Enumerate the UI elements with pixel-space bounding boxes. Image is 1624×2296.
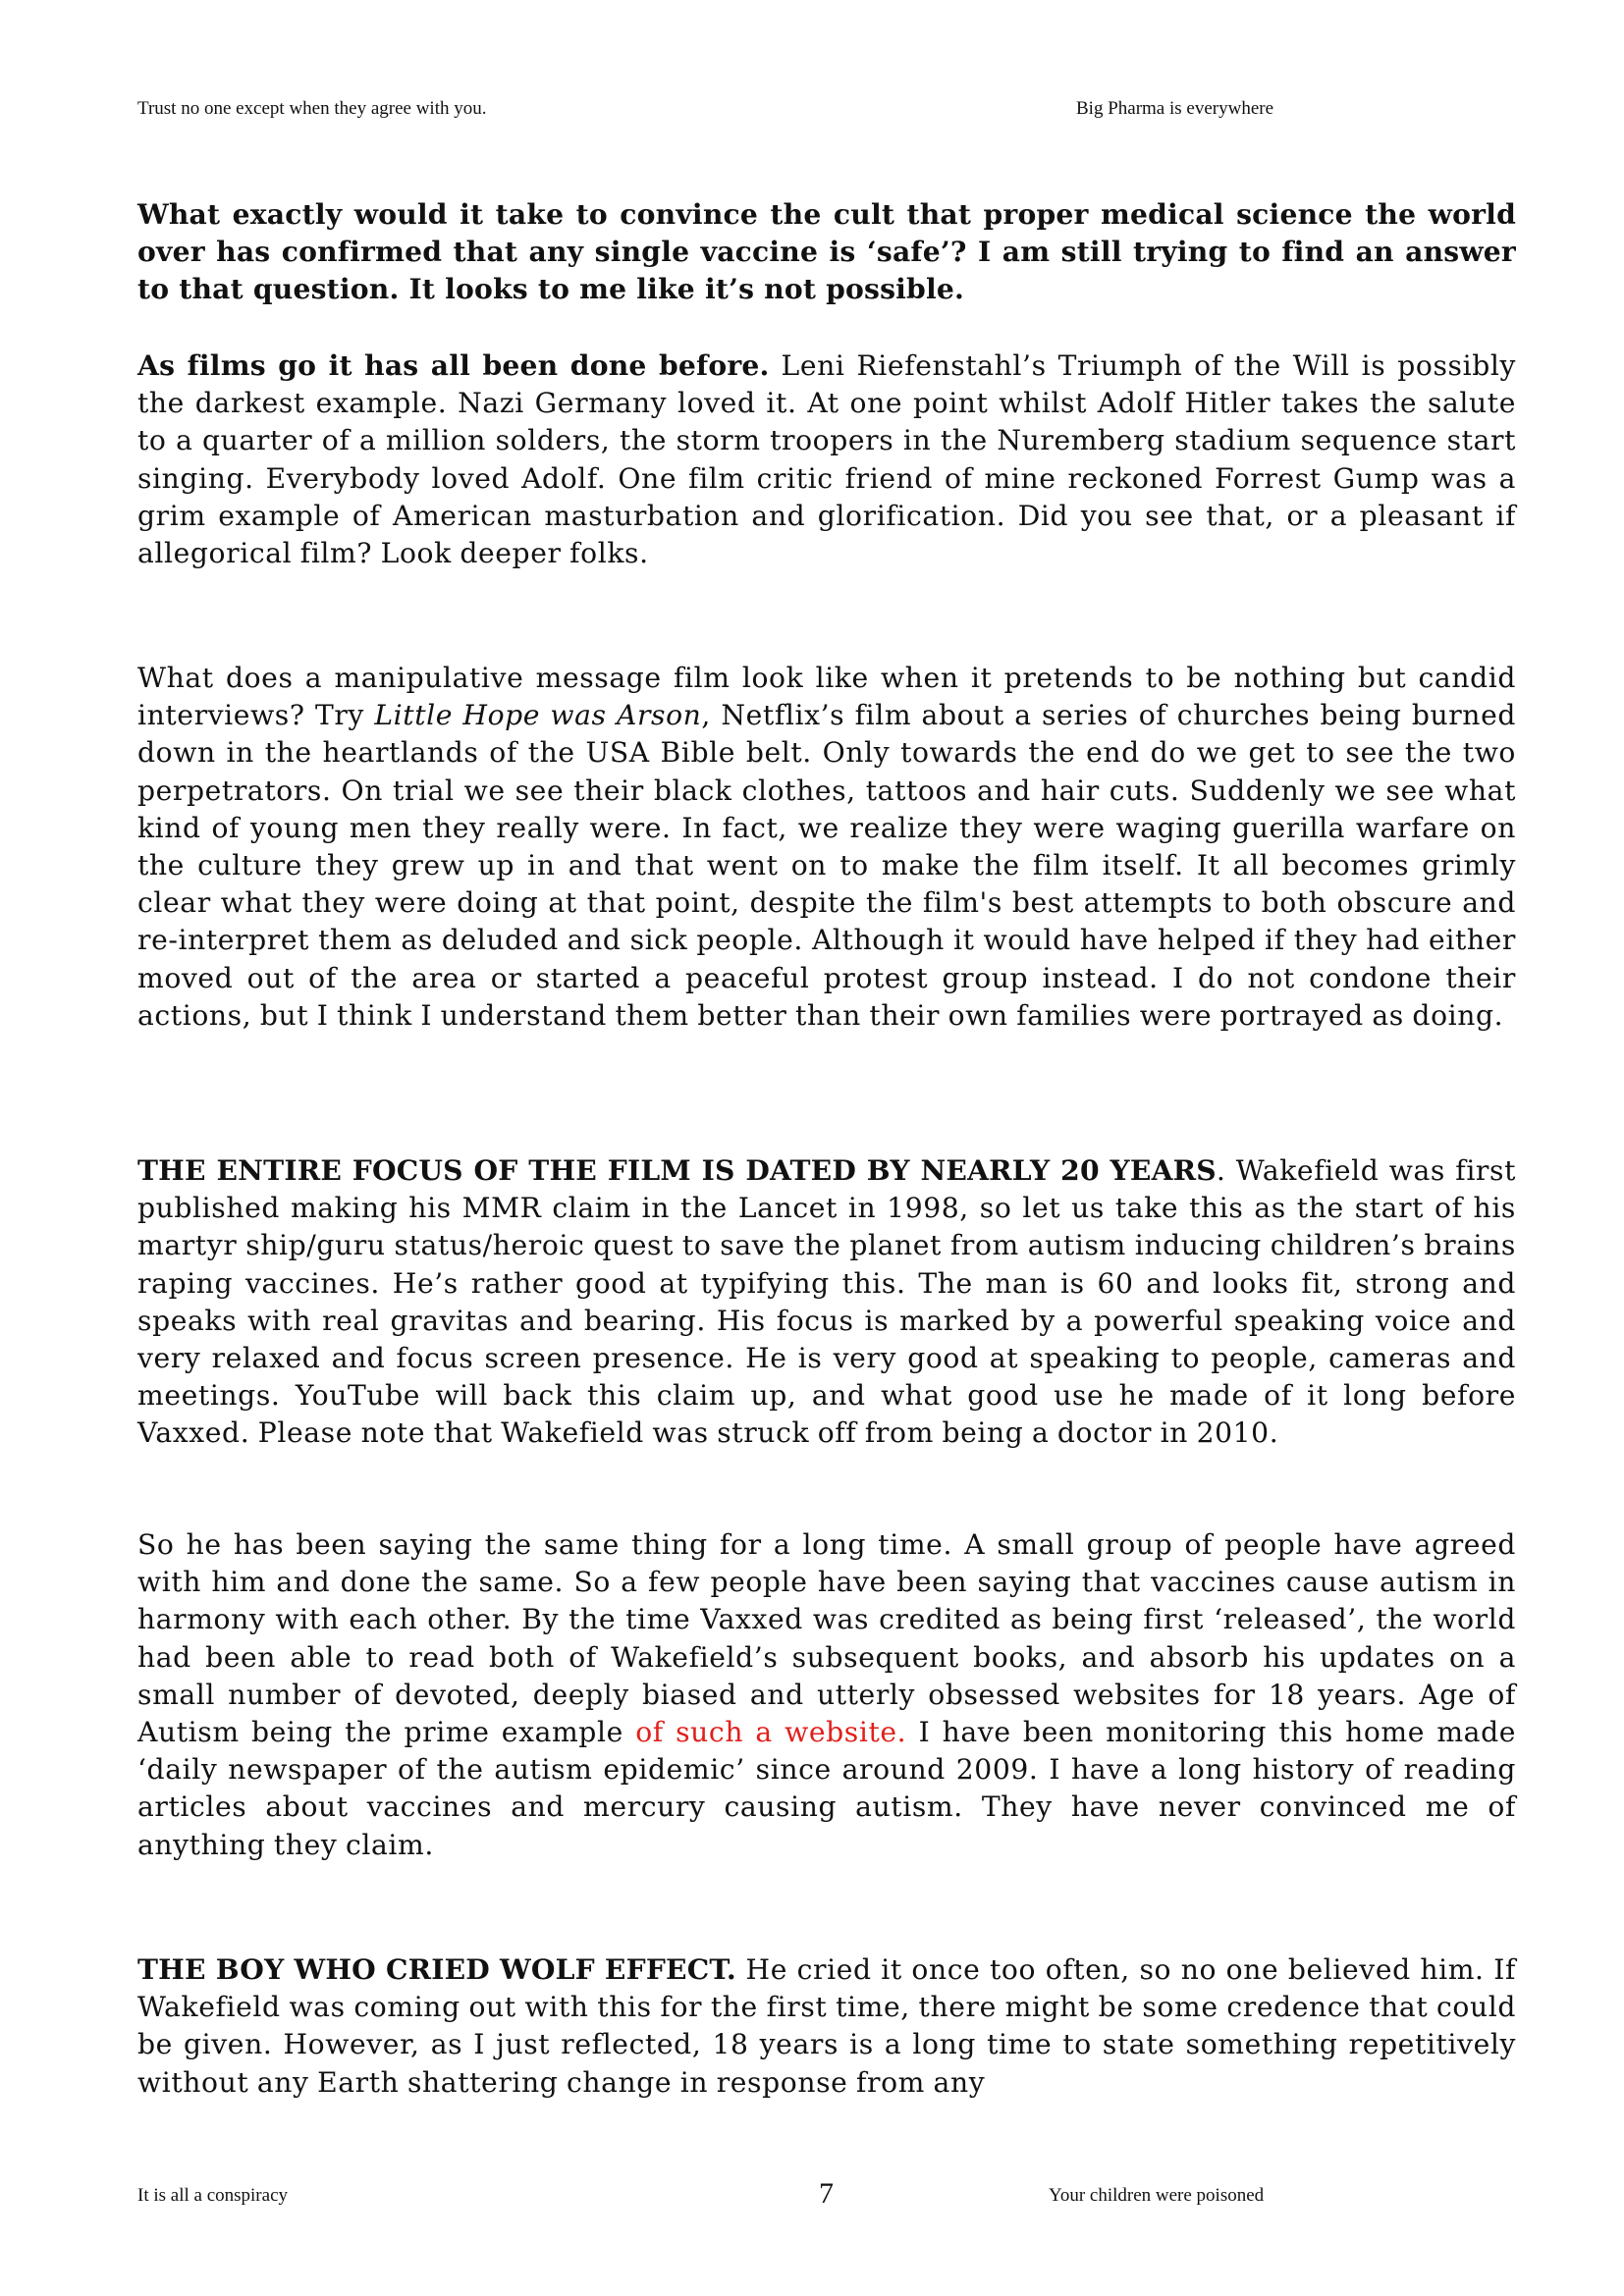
paragraph-text: So he has been saying the same thing for a long time. A small group of people have agreed with him and done the same. So a few people have been saying that vaccines cause autism in harmony with each other. By the time Vaxxed was credited as being first ‘released’, the world had been able to read both of Wakefield’s subsequent books, and absorb his updates on a small number of devoted, deeply biased and utterly obsessed websites for 18 years. Age of Autism being the prime example [137,1528,1516,1749]
paragraph-lead: THE ENTIRE FOCUS OF THE FILM IS DATED BY NEARLY 20 YEARS [137,1154,1217,1187]
paragraph-boy-cried-wolf [137,1951,1516,2102]
paragraph-text: What does a manipulative message film look like when it pretends to be nothing but candid interviews? Try [137,662,1516,732]
paragraph-films-done-before [137,347,1516,572]
intro-question: What exactly would it take to convince the cult that proper medical science the world over has confirmed that any single vaccine is ‘safe’? I am still trying to find an answer to that question. It looks to me like it’s not possible. [137,198,1516,306]
footer-right: Your children were poisoned [1049,2185,1265,2206]
paragraph-lead: As films go it has all been done before. [137,349,770,382]
paragraph-text: Leni Riefenstahl’s Triumph of the Will is possibly the darkest example. Nazi Germany loved it. At one point whilst Adolf Hitler takes the salute to a quarter of a million solders, the storm troopers in the Nuremberg stadium sequence start singing. Everybody loved Adolf. One film critic friend of mine reckoned Forrest Gump was a grim example of American masturbation and glorification. Did you see that, or a pleasant if allegorical film? Look deeper folks. [137,349,1516,570]
film-title: Little Hope was Arson [374,699,702,732]
website-link[interactable]: of such a website. [635,1716,907,1749]
paragraph-dated-focus [137,1152,1516,1453]
footer-left: It is all a conspiracy [137,2185,289,2206]
paragraph-little-hope [137,660,1516,1035]
paragraph-text: He cried it once too often, so no one believed him. If Wakefield was coming out with this for the first time, there might be some credence that could be given. However, as I just reflected, 18 years is a long time to state something repetitively without any Earth shattering change in response from any [137,1953,1517,2099]
paragraph-text: I have been monitoring this home made ‘daily newspaper of the autism epidemic’ since around 2009. I have a long history of reading articles about vaccines and mercury causing autism. They have never convinced me of anything they claim. [137,1716,1517,1861]
page-number: 7 [819,2177,834,2210]
paragraph-text: . Wakefield was first published making his MMR claim in the Lancet in 1998, so let us take this as the start of his martyr ship/guru status/heroic quest to save the planet from autism inducing children’s brains raping vaccines. He’s rather good at typifying this. The man is 60 and looks fit, strong and speaks with real gravitas and bearing. His focus is marked by a powerful speaking voice and very relaxed and focus screen presence. He is very good at speaking to people, cameras and meetings. YouTube will back this claim up, and what good use he made of it long before Vaxxed. Please note that Wakefield was struck off from being a doctor in 2010. [137,1154,1517,1450]
paragraph-same-thing [137,1526,1516,1864]
header-left: Trust no one except when they agree with you. [137,98,487,119]
paragraph-lead: THE BOY WHO CRIED WOLF EFFECT. [137,1953,736,1986]
paragraph-text: , Netflix’s film about a series of churches being burned down in the heartlands of the USA Bible belt. Only towards the end do we get to see the two perpetrators. On trial we see their black clothes, tattoos and hair cuts. Suddenly we see what kind of young men they really were. In fact, we realize they were waging guerilla warfare on the culture they grew up in and that went on to make the film itself. It all becomes grimly clear what they were doing at that point, despite the film's best attempts to both obscure and re-interpret them as deluded and sick people. Although it would have helped if they had either moved out of the area or started a peaceful protest group instead. I do not condone their actions, but I think I understand them better than their own families were portrayed as doing. [137,699,1516,1032]
header-right: Big Pharma is everywhere [1076,98,1274,119]
